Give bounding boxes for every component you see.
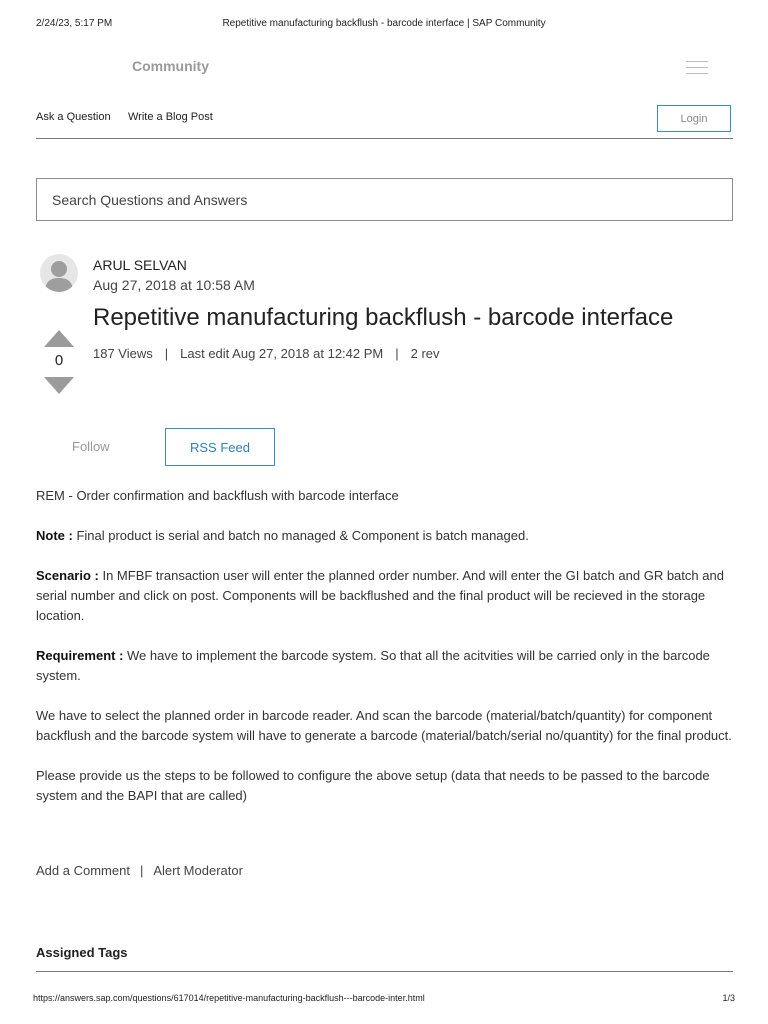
login-button[interactable]: Login <box>657 105 731 132</box>
scenario-label: Scenario : <box>36 568 99 583</box>
revision-link[interactable]: 2 rev <box>410 346 440 361</box>
alert-moderator-link[interactable]: Alert Moderator <box>153 863 243 878</box>
search-input[interactable]: Search Questions and Answers <box>36 178 733 221</box>
hamburger-icon[interactable] <box>686 61 708 75</box>
author-name[interactable]: ARUL SELVAN <box>93 257 187 273</box>
vote-up-icon[interactable] <box>44 330 74 347</box>
body-intro: REM - Order confirmation and backflush with barcode interface <box>36 488 399 503</box>
meta-separator: | <box>395 346 399 361</box>
body-requirement <box>36 646 736 686</box>
question-body <box>36 486 736 826</box>
meta-separator: | <box>164 346 169 361</box>
question-meta <box>93 346 440 361</box>
vote-down-icon[interactable] <box>44 377 74 394</box>
assigned-tags-heading: Assigned Tags <box>36 945 128 960</box>
nav-divider <box>36 138 733 139</box>
body-paragraph: Please provide us the steps to be followed to configure the above setup (data that needs to be passed to the barcode system and the BAPI that are called) <box>36 768 710 803</box>
note-text: Final product is serial and batch no managed & Component is batch managed. <box>72 528 529 543</box>
add-comment-link[interactable]: Add a Comment <box>36 863 130 878</box>
tags-divider <box>36 971 733 972</box>
nav-ask-question[interactable]: Ask a Question <box>36 111 111 123</box>
question-actions <box>36 863 243 878</box>
nav-write-blog-post[interactable]: Write a Blog Post <box>128 111 213 123</box>
print-page-number: 1/3 <box>722 993 735 1003</box>
post-date: Aug 27, 2018 at 10:58 AM <box>93 277 255 293</box>
print-page-title: Repetitive manufacturing backflush - barcode interface | SAP Community <box>222 18 546 29</box>
rss-feed-button[interactable]: RSS Feed <box>165 428 275 466</box>
vote-count: 0 <box>54 352 64 369</box>
requirement-label: Requirement : <box>36 648 124 663</box>
view-count: 187 Views <box>93 346 153 361</box>
body-scenario <box>36 566 736 626</box>
avatar[interactable] <box>40 254 78 292</box>
question-title: Repetitive manufacturing backflush - barcode interface <box>93 304 674 331</box>
body-paragraph: We have to select the planned order in barcode reader. And scan the barcode (material/batch/quantity) for component backflush and the barcode system will have to generate a barcode (material/batch/serial no/quantity) for the final product. <box>36 708 732 743</box>
scenario-text: In MFBF transaction user will enter the planned order number. And will enter the GI batch and GR batch and serial number and click on post. Components will be backflushed and the final product will be recieved in the storage location. <box>36 568 724 623</box>
note-label: Note : <box>36 528 73 543</box>
follow-button[interactable]: Follow <box>72 439 110 454</box>
brand-logo[interactable]: Community <box>132 58 209 74</box>
action-separator: | <box>139 863 144 878</box>
print-date: 2/24/23, 5:17 PM <box>36 18 113 29</box>
body-note <box>36 526 736 546</box>
user-icon <box>40 254 78 292</box>
requirement-text: We have to implement the barcode system. So that all the acitvities will be carried only in the barcode system. <box>36 648 710 683</box>
last-edit: Last edit Aug 27, 2018 at 12:42 PM <box>180 346 384 361</box>
print-url: https://answers.sap.com/questions/617014/repetitive-manufacturing-backflush---barcode-inter.html <box>33 993 425 1003</box>
